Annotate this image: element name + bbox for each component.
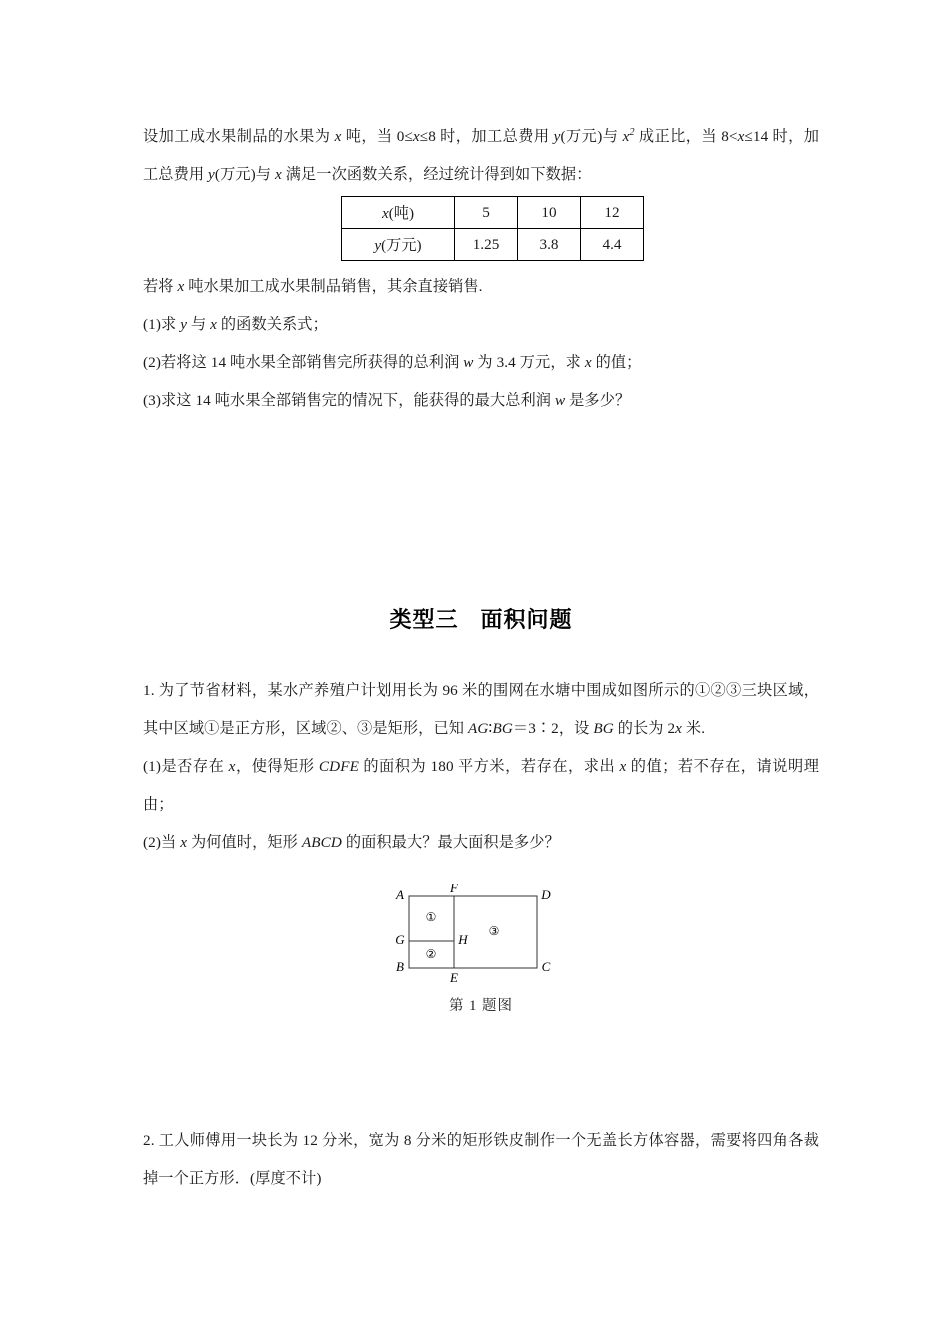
problem-1-question-2: (2)当 x 为何值时，矩形 ABCD 的面积最大？最大面积是多少？ <box>143 834 560 851</box>
problem-1-block <box>143 672 819 862</box>
figure-1-block <box>143 884 819 1015</box>
problem-2-block <box>143 1122 819 1198</box>
section-heading <box>143 603 819 634</box>
figure-1-caption: 第 1 题图 <box>449 998 513 1014</box>
figure-1-wrap <box>143 884 819 1015</box>
table-cell: 4.4 <box>581 229 644 261</box>
condition-line: 若将 x 吨水果加工成水果制品销售，其余直接销售. <box>143 278 483 295</box>
vertex-label-B: B <box>396 958 404 974</box>
intro-paragraph: 设加工成水果制品的水果为 x 吨，当 0≤x≤8 时，加工总费用 y(万元)与 $x^2$ 成正比，当 8<x≤14 时，加工总费用 y(万元)与 x 满足一次函数关系，经过统计得到如下数据： <box>143 127 820 184</box>
section-title: 面积问题 <box>480 608 573 633</box>
table-cell: 1.25 <box>455 229 518 261</box>
region-label-3: ③ <box>488 923 500 938</box>
table-row-header: x(吨) <box>342 197 455 229</box>
section-heading-block <box>143 603 819 634</box>
vertex-label-G: G <box>395 931 405 947</box>
problem-2-body: 2. 工人师傅用一块长为 12 分米，宽为 8 分米的矩形铁皮制作一个无盖长方体容器，需要将四角各裁掉一个正方形．(厚度不计) <box>143 1132 819 1187</box>
table-cell: 12 <box>581 197 644 229</box>
vertex-label-C: C <box>541 958 551 974</box>
table-cell: 10 <box>518 197 581 229</box>
vertex-label-A: A <box>396 886 404 902</box>
vertex-label-D: D <box>541 886 551 902</box>
vertex-label-H: H <box>458 931 468 947</box>
table-row <box>342 197 644 229</box>
data-table-block <box>341 196 644 261</box>
table-cell: 3.8 <box>518 229 581 261</box>
problem-1-question-1: (1)是否存在 x，使得矩形 CDFE 的面积为 180 平方米，若存在，求出 x 的值；若不存在，请说明理由； <box>143 758 819 813</box>
table-cell: 5 <box>455 197 518 229</box>
fruit-cost-table <box>341 196 644 261</box>
section-type-label: 类型三 <box>389 608 459 633</box>
intro-paragraph-block <box>143 114 819 194</box>
region-label-2: ② <box>425 946 437 961</box>
table-row <box>342 229 644 261</box>
question-3: (3)求这 14 吨水果全部销售完的情况下，能获得的最大总利润 w 是多少？ <box>143 392 631 409</box>
problem-1-body: 1. 为了节省材料，某水产养殖户计划用长为 96 米的围网在水塘中围成如图所示的①②③三块区域，其中区域①是正方形，区域②、③是矩形，已知 AG∶BG＝3∶2，设 BG 的长为 2x 米. <box>143 682 819 737</box>
vertex-label-E: E <box>450 969 458 985</box>
table-row-header: y(万元) <box>342 229 455 261</box>
vertex-label-F: F <box>450 884 458 895</box>
after-table-block <box>143 268 819 420</box>
question-1: (1)求 y 与 x 的函数关系式； <box>143 316 328 333</box>
region-label-1: ① <box>425 909 437 924</box>
figure-1-diagram <box>381 884 581 988</box>
question-2: (2)若将这 14 吨水果全部销售完所获得的总利润 w 为 3.4 万元，求 x 的值； <box>143 354 642 371</box>
